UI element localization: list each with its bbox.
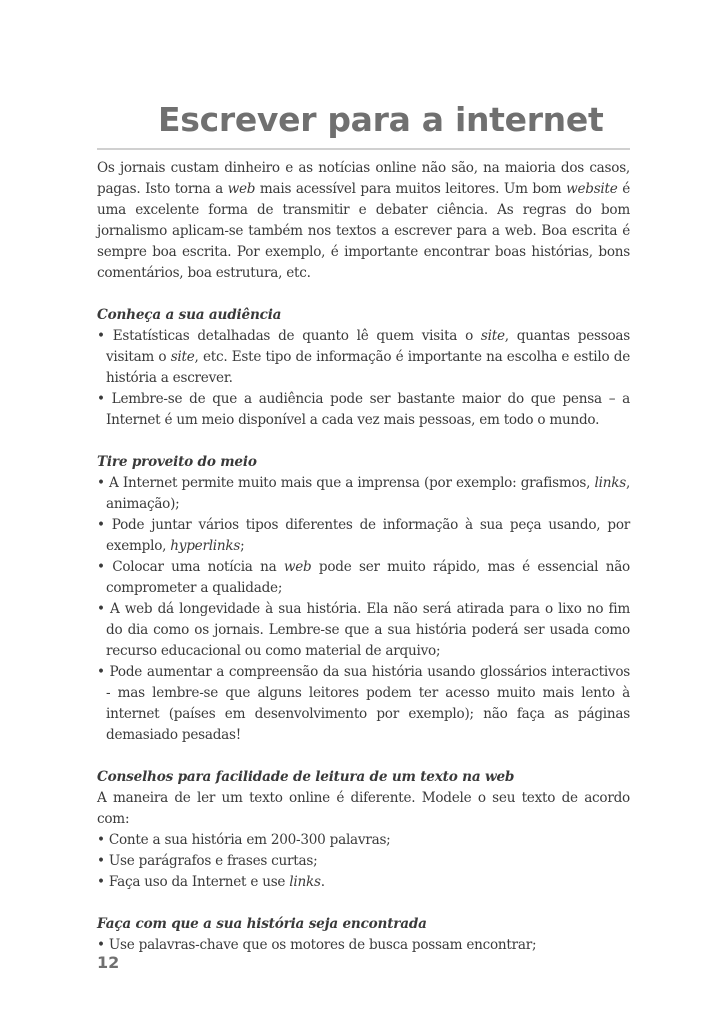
section-intro: A maneira de ler um texto online é diferente. Modele o seu texto de acordo com: — [97, 790, 630, 827]
page-content — [97, 92, 630, 956]
section-heading: Tire proveito do meio — [97, 454, 257, 470]
list-item: • Conte a sua história em 200-300 palavras; — [97, 830, 630, 851]
list-item: • A web dá longevidade à sua história. Ela não será atirada para o lixo no fim do dia como os jornais. Lembre-se que a sua história poderá ser usada como recurso educacional ou como material de arquivo; — [97, 599, 630, 662]
section-audience — [97, 305, 630, 431]
intro-paragraph: Os jornais custam dinheiro e as notícias online não são, na maioria dos casos, pagas. Isto torna a web mais acessível para muitos leitores. Um bom website é uma excelente forma de transmitir e debater ciência. As regras do bom jornalismo aplicam-se também nos textos a escrever para a web. Boa escrita é sempre boa escrita. Por exemplo, é importante encontrar boas histórias, bons comentários, boa estrutura, etc. — [97, 160, 630, 281]
bullet-list — [97, 935, 630, 956]
list-item: • Lembre-se de que a audiência pode ser bastante maior do que pensa – a Internet é um meio disponível a cada vez mais pessoas, em todo o mundo. — [97, 389, 630, 431]
intro-emphasis-website: website — [566, 181, 618, 197]
list-item: • Pode juntar vários tipos diferentes de informação à sua peça usando, por exemplo, hyperlinks; — [97, 515, 630, 557]
title-divider — [97, 148, 630, 150]
section-findability — [97, 914, 630, 956]
page-number: 12 — [97, 953, 120, 972]
section-heading: Conheça a sua audiência — [97, 307, 282, 323]
list-item: • Use palavras-chave que os motores de busca possam encontrar; — [97, 935, 630, 956]
bullet-list — [97, 473, 630, 746]
list-item: • Pode aumentar a compreensão da sua história usando glossários interactivos - mas lembre-se que alguns leitores podem ter acesso muito mais lento à internet (países em desenvolvimento por exemplo); não faça as páginas demasiado pesadas! — [97, 662, 630, 746]
list-item: • A Internet permite muito mais que a imprensa (por exemplo: grafismos, links, animação); — [97, 473, 630, 515]
list-item: • Use parágrafos e frases curtas; — [97, 851, 630, 872]
section-heading: Faça com que a sua história seja encontrada — [97, 916, 427, 932]
page-title: Escrever para a internet — [158, 100, 604, 139]
bullet-list — [97, 830, 630, 893]
intro-emphasis-web: web — [227, 181, 256, 197]
section-medium — [97, 452, 630, 746]
bullet-list — [97, 326, 630, 431]
list-item: • Faça uso da Internet e use links. — [97, 872, 630, 893]
list-item: • Estatísticas detalhadas de quanto lê quem visita o site, quantas pessoas visitam o site, etc. Este tipo de informação é importante na escolha e estilo de história a escrever. — [97, 326, 630, 389]
list-item: • Colocar uma notícia na web pode ser muito rápido, mas é essencial não comprometer a qualidade; — [97, 557, 630, 599]
section-readability — [97, 767, 630, 893]
section-heading: Conselhos para facilidade de leitura de um texto na web — [97, 769, 515, 785]
